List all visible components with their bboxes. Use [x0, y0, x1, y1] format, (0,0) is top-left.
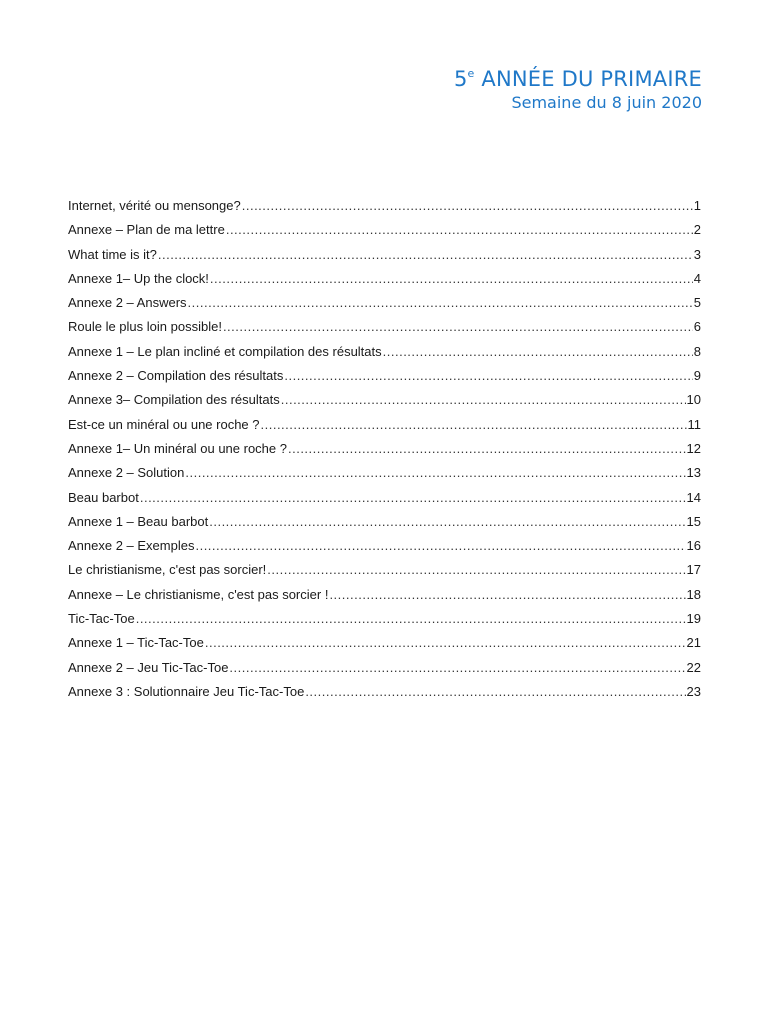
toc-entry-page: 8: [693, 343, 701, 359]
toc-entry-page: 11: [687, 416, 701, 432]
toc-leader: [158, 247, 693, 262]
toc-entry[interactable]: [68, 562, 701, 586]
toc-entry-page: 4: [693, 270, 701, 286]
toc-leader: [229, 660, 685, 675]
toc-leader: [383, 344, 693, 359]
toc-entry-page: 5: [693, 295, 701, 311]
toc-entry[interactable]: [68, 490, 701, 514]
toc-entry-label: Le christianisme, c'est pas sorcier!: [68, 562, 267, 578]
toc-entry[interactable]: [68, 441, 701, 465]
toc-entry-label: Annexe 1– Up the clock!: [68, 270, 209, 286]
toc-entry-page: 23: [686, 683, 701, 699]
toc-entry-label: Annexe 1 – Le plan incliné et compilation des résultats: [68, 343, 382, 359]
toc-leader: [205, 635, 686, 650]
grade-number: 5: [453, 67, 468, 91]
toc-entry-page: 22: [686, 659, 701, 675]
toc-leader: [188, 295, 693, 310]
toc-entry-label: What time is it?: [68, 246, 157, 262]
toc-entry-label: Annexe 1 – Tic-Tac-Toe: [68, 635, 204, 651]
toc-entry-label: Annexe 1– Un minéral ou une roche ?: [68, 440, 287, 456]
toc-entry[interactable]: [68, 514, 701, 538]
toc-leader: [195, 538, 685, 553]
toc-entry-label: Annexe 2 – Compilation des résultats: [68, 368, 284, 384]
toc-entry[interactable]: [68, 198, 701, 222]
toc-leader: [226, 222, 693, 237]
toc-leader: [210, 271, 693, 286]
toc-entry-label: Annexe – Plan de ma lettre: [68, 222, 225, 238]
toc-entry[interactable]: [68, 319, 701, 343]
toc-entry-page: 15: [686, 513, 701, 529]
toc-entry-page: 14: [686, 489, 701, 505]
toc-entry-page: 18: [686, 586, 701, 602]
toc-leader: [261, 417, 687, 432]
toc-leader: [185, 465, 685, 480]
toc-entry-page: 16: [686, 538, 701, 554]
toc-entry-label: Annexe 2 – Exemples: [68, 538, 195, 554]
toc-entry-label: Annexe 3– Compilation des résultats: [68, 392, 280, 408]
toc-entry-page: 6: [693, 319, 701, 335]
toc-entry[interactable]: [68, 344, 701, 368]
toc-entry-label: Internet, vérité ou mensonge?: [68, 198, 241, 213]
table-of-contents: [68, 198, 701, 708]
toc-entry-label: Annexe 2 – Answers: [68, 295, 187, 311]
toc-entry-page: 19: [686, 611, 701, 627]
toc-entry[interactable]: [68, 465, 701, 489]
toc-leader: [281, 392, 686, 407]
toc-entry[interactable]: [68, 392, 701, 416]
toc-leader: [329, 587, 685, 602]
toc-leader: [223, 319, 693, 334]
toc-entry[interactable]: [68, 635, 701, 659]
toc-leader: [209, 514, 685, 529]
toc-entry-label: Annexe 3 : Solutionnaire Jeu Tic-Tac-Toe: [68, 683, 305, 699]
toc-leader: [242, 198, 693, 213]
toc-entry[interactable]: [68, 587, 701, 611]
toc-leader: [136, 611, 686, 626]
toc-entry[interactable]: [68, 271, 701, 295]
toc-entry-label: Beau barbot: [68, 489, 139, 505]
toc-entry-page: 17: [686, 562, 701, 578]
toc-entry[interactable]: [68, 660, 701, 684]
toc-leader: [284, 368, 692, 383]
toc-entry[interactable]: [68, 538, 701, 562]
toc-entry-page: 10: [686, 392, 701, 408]
toc-entry-page: 9: [693, 368, 701, 384]
toc-entry-label: Annexe – Le christianisme, c'est pas sorcier !: [68, 586, 329, 602]
grade-suffix: e: [467, 67, 475, 80]
toc-entry-label: Annexe 2 – Solution: [68, 465, 185, 481]
toc-entry-label: Annexe 2 – Jeu Tic-Tac-Toe: [68, 659, 229, 675]
toc-entry-label: Annexe 1 – Beau barbot: [68, 513, 209, 529]
toc-entry[interactable]: [68, 247, 701, 271]
toc-leader: [305, 684, 685, 699]
toc-entry[interactable]: [68, 684, 701, 708]
toc-entry[interactable]: [68, 611, 701, 635]
toc-entry-page: 21: [686, 635, 701, 651]
grade-title: [454, 66, 702, 92]
toc-entry[interactable]: [68, 222, 701, 246]
toc-entry[interactable]: [68, 417, 701, 441]
toc-leader: [288, 441, 686, 456]
toc-entry[interactable]: [68, 368, 701, 392]
toc-entry[interactable]: [68, 295, 701, 319]
document-header: [454, 66, 702, 114]
week-subtitle: Semaine du 8 juin 2020: [511, 93, 702, 112]
toc-entry-page: 12: [686, 440, 701, 456]
toc-entry-label: Roule le plus loin possible!: [68, 319, 222, 335]
toc-entry-page: 2: [693, 222, 701, 238]
toc-leader: [140, 490, 686, 505]
toc-leader: [267, 562, 685, 577]
toc-entry-page: 13: [686, 465, 701, 481]
grade-text: ANNÉE DU PRIMAIRE: [474, 67, 702, 91]
toc-entry-label: Est-ce un minéral ou une roche ?: [68, 416, 260, 432]
toc-entry-page: 3: [693, 246, 701, 262]
toc-entry-page: 1: [693, 198, 701, 213]
toc-entry-label: Tic-Tac-Toe: [68, 611, 135, 627]
